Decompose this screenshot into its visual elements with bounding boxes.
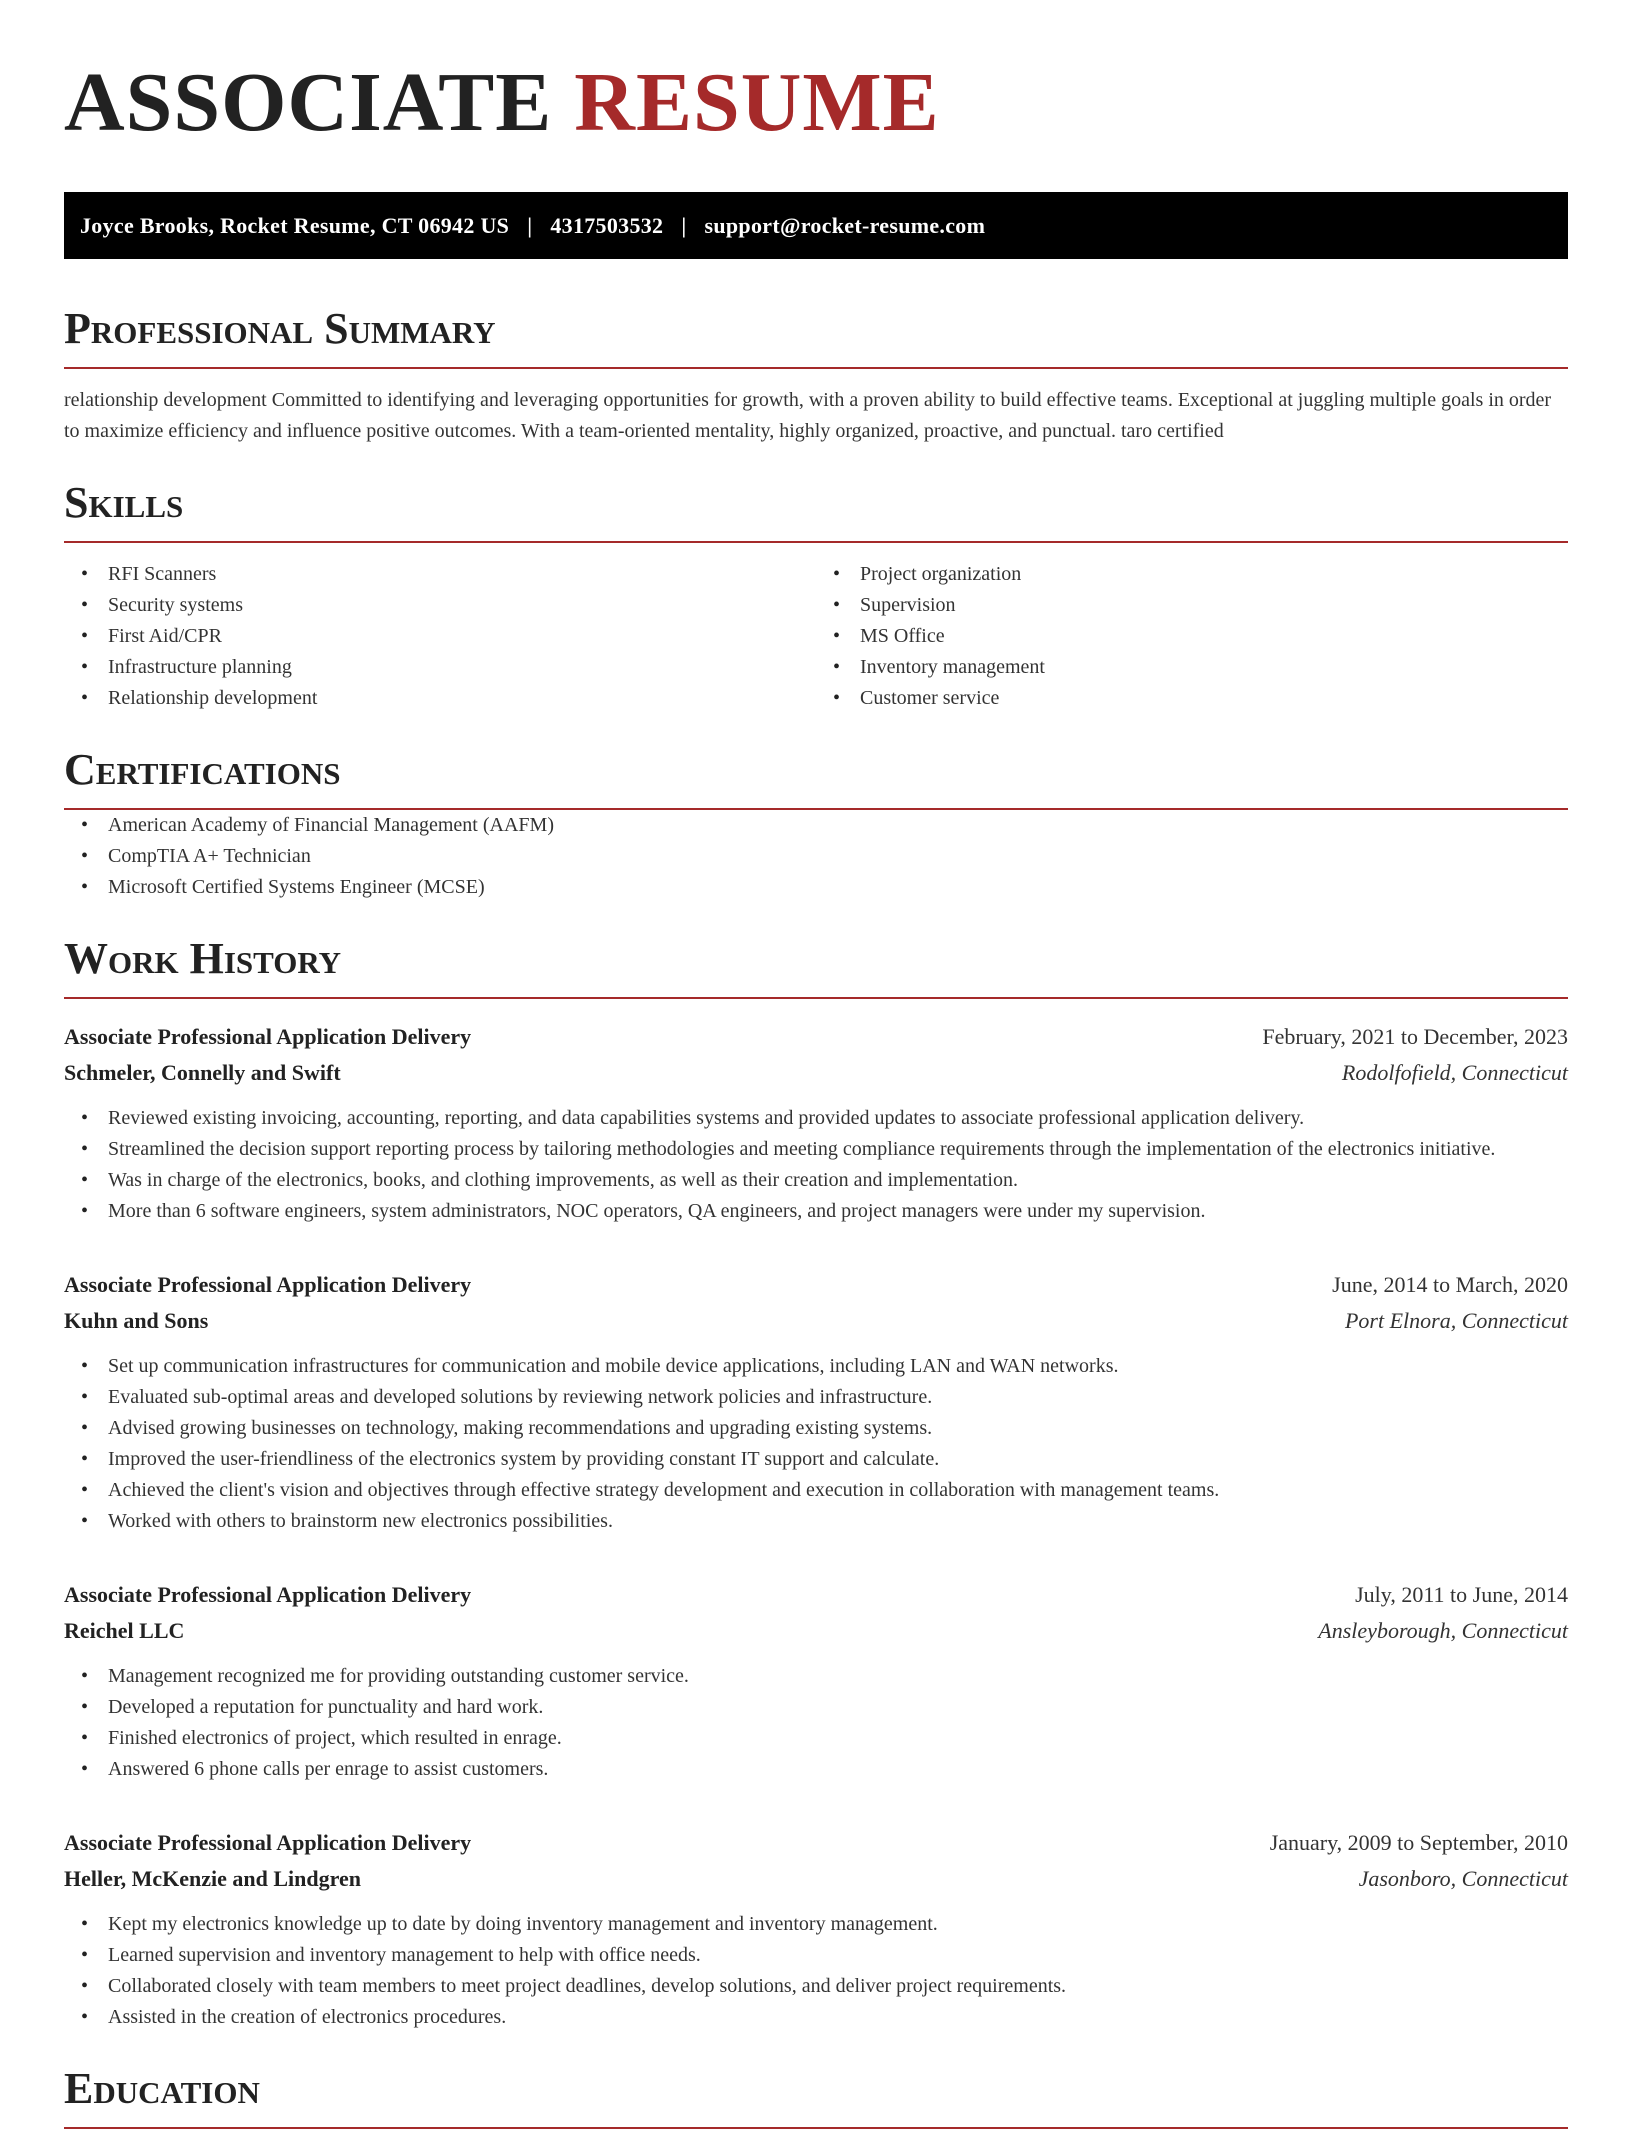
job-header-row <box>64 1019 1568 1055</box>
certification-item: • American Academy of Financial Management (AAFM) <box>64 810 1568 841</box>
certification-item: • CompTIA A+ Technician <box>64 841 1568 872</box>
job-company: Schmeler, Connelly and Swift <box>64 1060 341 1085</box>
job-header-row <box>64 1577 1568 1613</box>
job-dates: July, 2011 to June, 2014 <box>1355 1582 1568 1607</box>
job-bullet: • Reviewed existing invoicing, accounting, reporting, and data capabilities systems and provided updates to associate professional application delivery. <box>64 1103 1568 1134</box>
job-bullet: • More than 6 software engineers, system administrators, NOC operators, QA engineers, and project managers were under my supervision. <box>64 1196 1568 1227</box>
section-heading-education: Education <box>64 2065 1568 2129</box>
job-location: Ansleyborough, Connecticut <box>1318 1618 1568 1643</box>
job-bullet: • Kept my electronics knowledge up to date by doing inventory management and inventory management. <box>64 1909 1568 1940</box>
job-bullet: • Assisted in the creation of electronics procedures. <box>64 2002 1568 2033</box>
job-dates: January, 2009 to September, 2010 <box>1269 1830 1568 1855</box>
job-entry <box>64 1267 1568 1537</box>
job-location: Rodolfofield, Connecticut <box>1341 1060 1568 1085</box>
job-bullet: • Achieved the client's vision and objectives through effective strategy development and execution in collaboration with management teams. <box>64 1475 1568 1506</box>
job-bullet: • Streamlined the decision support reporting process by tailoring methodologies and meeting compliance requirements through the implementation of the electronics initiative. <box>64 1134 1568 1165</box>
work-history-section <box>64 935 1568 2033</box>
contact-bar <box>64 192 1568 259</box>
job-company: Kuhn and Sons <box>64 1308 209 1333</box>
contact-phone: 4317503532 <box>550 212 664 238</box>
job-title: Associate Professional Application Delivery <box>64 1582 472 1607</box>
job-entry <box>64 1019 1568 1227</box>
title-part-1: ASSOCIATE <box>64 56 553 149</box>
skill-item: • First Aid/CPR <box>64 621 816 652</box>
job-bullet: • Advised growing businesses on technology, making recommendations and upgrading existing systems. <box>64 1413 1568 1444</box>
certifications-list <box>64 810 1568 903</box>
job-bullet: • Evaluated sub-optimal areas and developed solutions by reviewing network policies and infrastructure. <box>64 1382 1568 1413</box>
job-entry <box>64 1825 1568 2033</box>
skill-item: • Infrastructure planning <box>64 652 816 683</box>
job-bullets <box>64 1909 1568 2033</box>
job-company: Heller, McKenzie and Lindgren <box>64 1866 361 1891</box>
summary-text: relationship development Committed to identifying and leveraging opportunities for growth, with a proven ability to build effective teams. Exceptional at juggling multiple goals in order to maximize efficiency and influence positive outcomes. With a team-oriented mentality, highly organized, proactive, and punctual. taro certified <box>64 389 1552 442</box>
section-heading-summary: Professional Summary <box>64 305 1568 369</box>
job-bullet: • Finished electronics of project, which resulted in enrage. <box>64 1723 1568 1754</box>
job-bullet: • Learned supervision and inventory management to help with office needs. <box>64 1940 1568 1971</box>
job-header-row <box>64 1267 1568 1303</box>
contact-separator: | <box>681 212 687 238</box>
skill-item: • Customer service <box>816 683 1568 714</box>
skill-item: • Inventory management <box>816 652 1568 683</box>
job-entry <box>64 1577 1568 1785</box>
job-title: Associate Professional Application Delivery <box>64 1024 472 1049</box>
skill-item: • Supervision <box>816 590 1568 621</box>
contact-separator: | <box>527 212 533 238</box>
certifications-section <box>64 746 1568 903</box>
skills-column-left <box>64 559 816 714</box>
skill-item: • Project organization <box>816 559 1568 590</box>
skill-item: • Relationship development <box>64 683 816 714</box>
job-company: Reichel LLC <box>64 1618 185 1643</box>
job-bullet: • Set up communication infrastructures for communication and mobile device applications, including LAN and WAN networks. <box>64 1351 1568 1382</box>
contact-address: Joyce Brooks, Rocket Resume, CT 06942 US <box>80 212 510 238</box>
job-bullets <box>64 1103 1568 1227</box>
job-bullet: • Was in charge of the electronics, books, and clothing improvements, as well as their creation and implementation. <box>64 1165 1568 1196</box>
contact-email: support@rocket-resume.com <box>704 212 986 238</box>
skill-item: • Security systems <box>64 590 816 621</box>
skill-item: • MS Office <box>816 621 1568 652</box>
job-location: Jasonboro, Connecticut <box>1358 1866 1568 1891</box>
job-title: Associate Professional Application Delivery <box>64 1830 472 1855</box>
skills-grid <box>64 559 1568 714</box>
job-bullet: • Answered 6 phone calls per enrage to assist customers. <box>64 1754 1568 1785</box>
job-subheader-row <box>64 1055 1568 1091</box>
skills-column-right <box>816 559 1568 714</box>
job-subheader-row <box>64 1861 1568 1897</box>
summary-section <box>64 305 1568 447</box>
job-bullets <box>64 1351 1568 1537</box>
resume-title <box>64 0 1568 148</box>
job-subheader-row <box>64 1303 1568 1339</box>
job-bullet: • Collaborated closely with team members to meet project deadlines, develop solutions, and deliver project requirements. <box>64 1971 1568 2002</box>
job-location: Port Elnora, Connecticut <box>1344 1308 1568 1333</box>
job-bullets <box>64 1661 1568 1785</box>
title-part-2: RESUME <box>574 56 940 149</box>
job-dates: February, 2021 to December, 2023 <box>1262 1024 1568 1049</box>
certification-item: • Microsoft Certified Systems Engineer (MCSE) <box>64 872 1568 903</box>
job-dates: June, 2014 to March, 2020 <box>1332 1272 1568 1297</box>
education-section <box>64 2065 1568 2129</box>
job-bullet: • Management recognized me for providing outstanding customer service. <box>64 1661 1568 1692</box>
section-heading-certifications: Certifications <box>64 746 1568 810</box>
skill-item: • RFI Scanners <box>64 559 816 590</box>
job-title: Associate Professional Application Delivery <box>64 1272 472 1297</box>
job-subheader-row <box>64 1613 1568 1649</box>
skills-section <box>64 479 1568 714</box>
job-bullet: • Worked with others to brainstorm new electronics possibilities. <box>64 1506 1568 1537</box>
job-bullet: • Developed a reputation for punctuality and hard work. <box>64 1692 1568 1723</box>
job-bullet: • Improved the user-friendliness of the electronics system by providing constant IT support and calculate. <box>64 1444 1568 1475</box>
job-header-row <box>64 1825 1568 1861</box>
section-heading-work-history: Work History <box>64 935 1568 999</box>
section-heading-skills: Skills <box>64 479 1568 543</box>
